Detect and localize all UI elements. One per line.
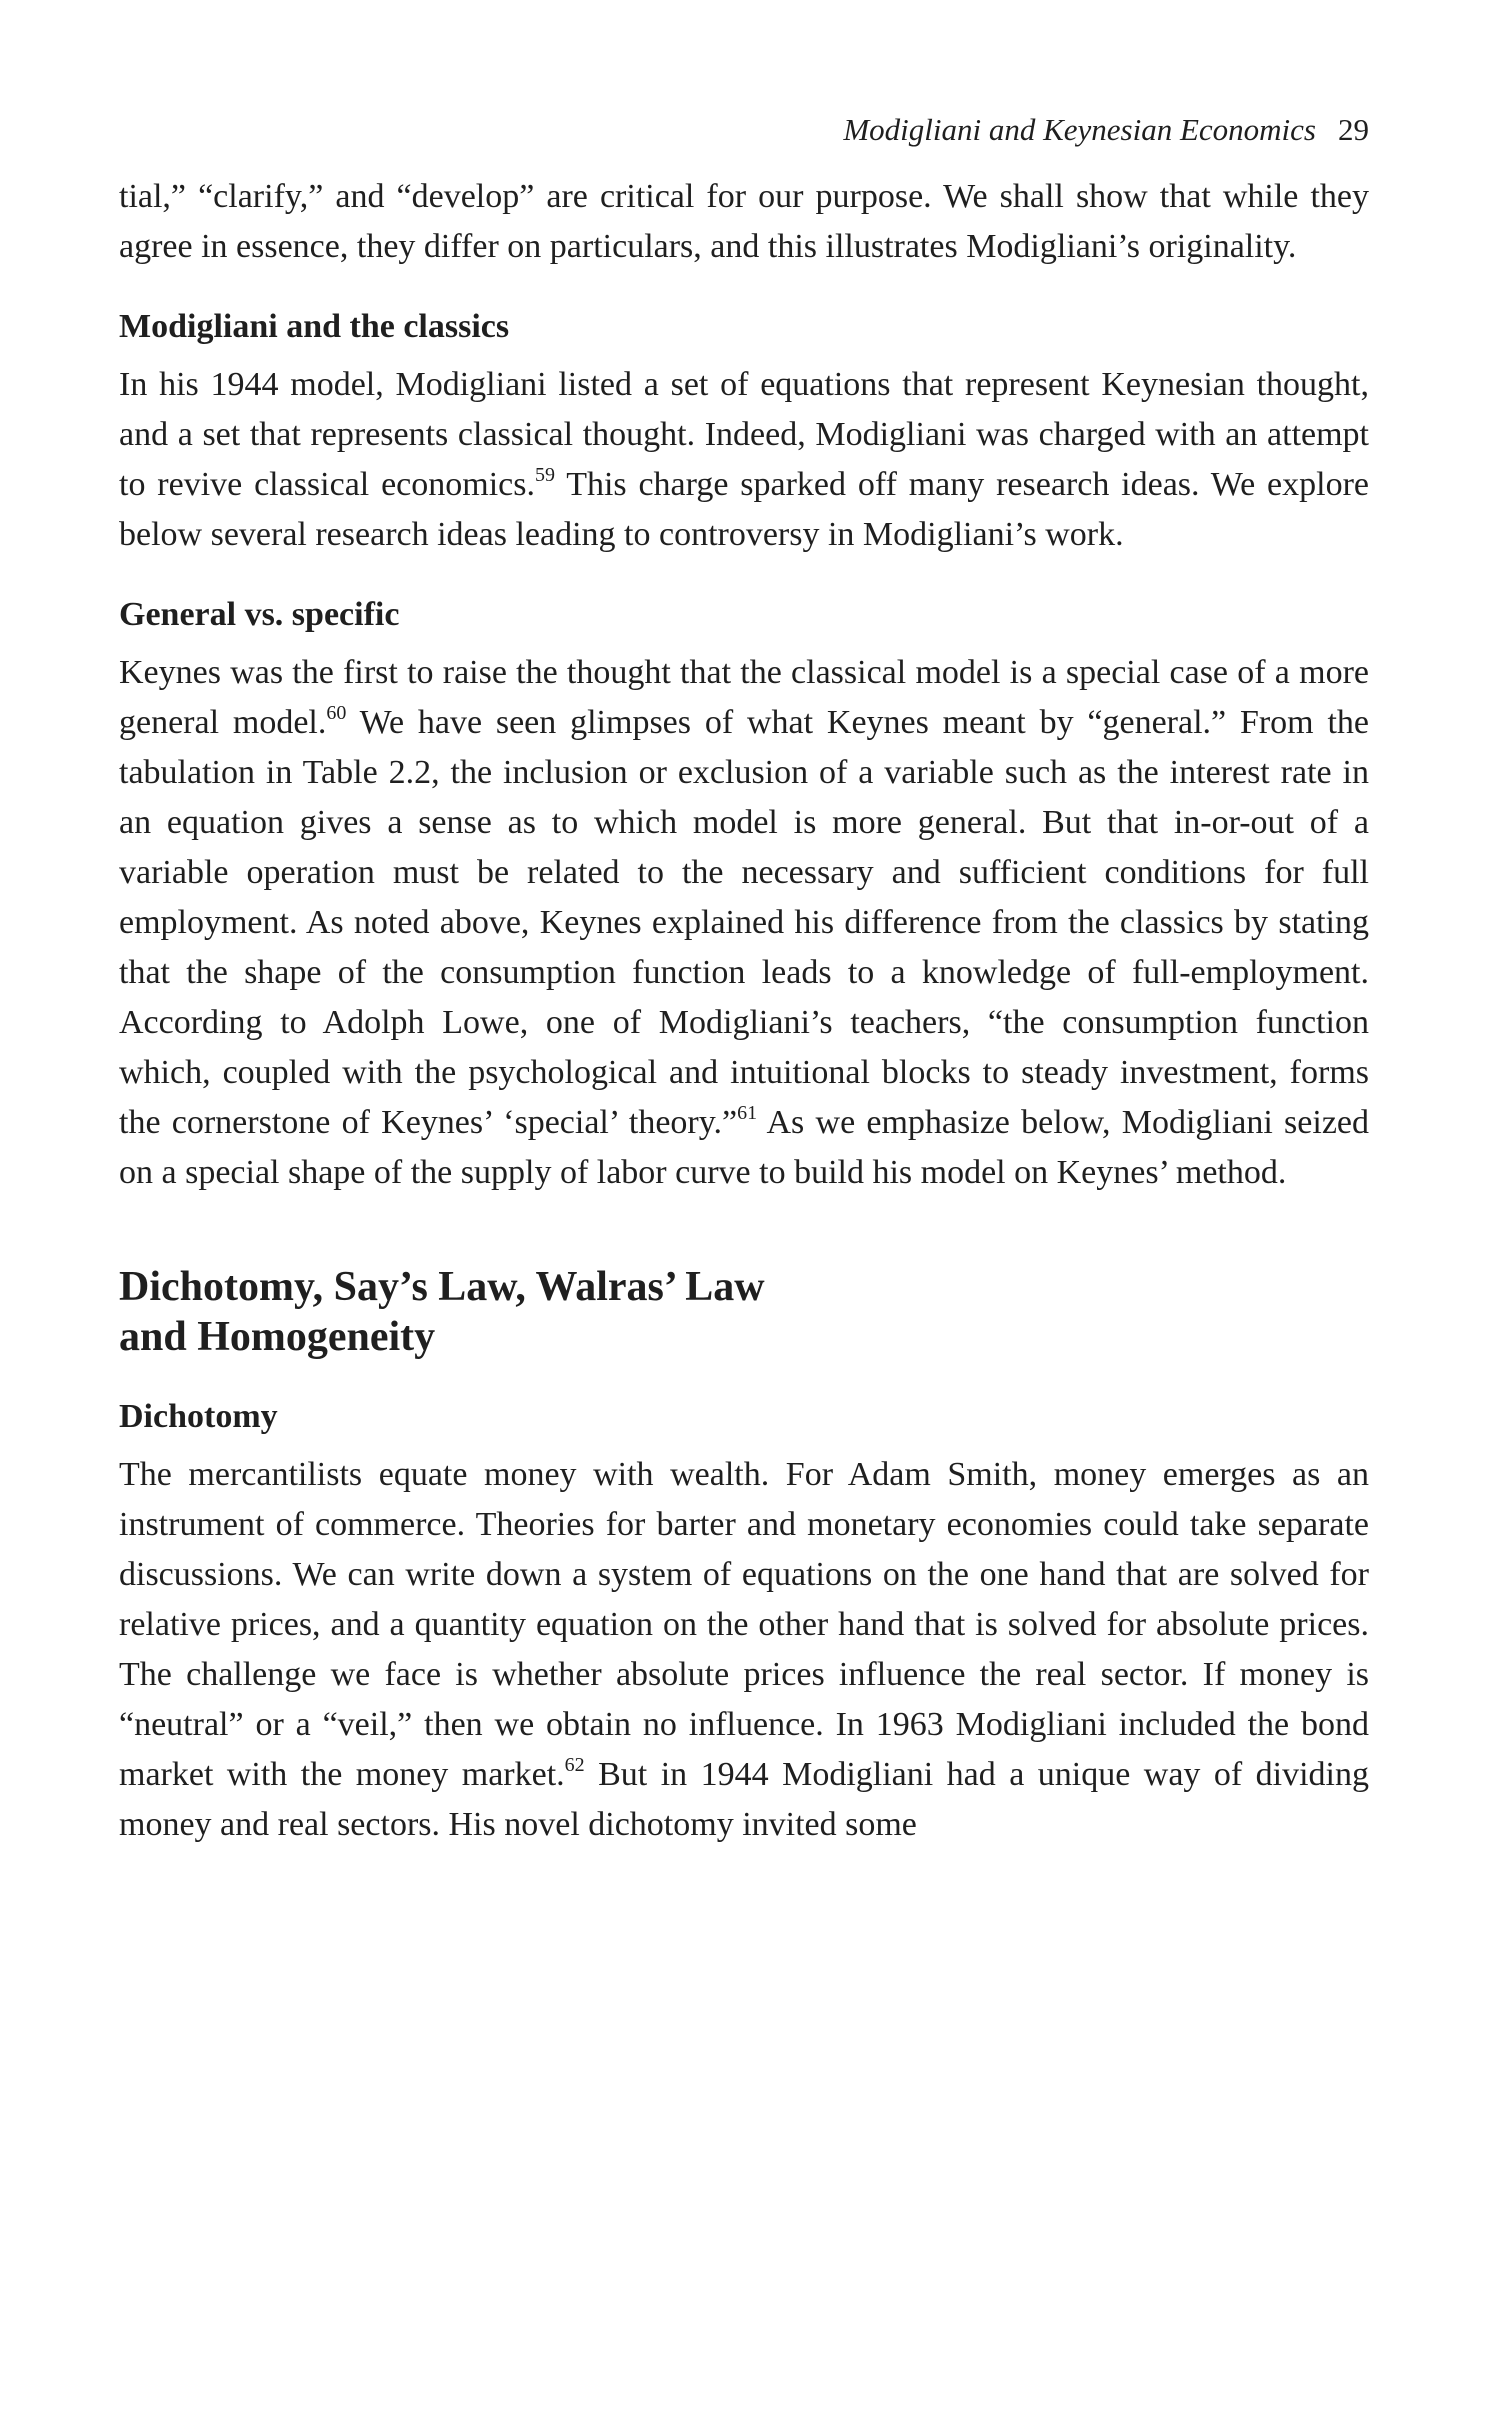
page-number: 29	[1338, 112, 1369, 147]
paragraph-text: As we emphasize below, Modigliani seized on a special shape of the supply of labor curve to build his model on Keynes’ method.	[119, 1104, 1370, 1191]
section-heading	[119, 1262, 1369, 1362]
footnote-ref-60: 60	[326, 702, 347, 724]
paragraph-classics	[119, 360, 1369, 560]
subheading-dichotomy: Dichotomy	[119, 1398, 278, 1435]
book-page	[119, 110, 1369, 1850]
paragraph-text: This charge sparked off many research ideas. We explore below several research ideas leading to controversy in Modigliani’s work.	[119, 466, 1369, 553]
paragraph-text: Keynes was the first to raise the thought that the classical model is a special case of a more general model.	[119, 654, 1369, 741]
paragraph-text: But in 1944 Modigliani had a unique way of dividing money and real sectors. His novel dichotomy invited some	[119, 1756, 1369, 1843]
footnote-ref-59: 59	[534, 464, 555, 486]
paragraph-dichotomy	[119, 1450, 1369, 1850]
paragraph-intro: tial,” “clarify,” and “develop” are critical for our purpose. We shall show that while they agree in essence, they differ on particulars, and this illustrates Modigliani’s originality.	[119, 178, 1369, 265]
footnote-ref-62: 62	[564, 1754, 585, 1776]
running-head	[119, 110, 1369, 150]
paragraph-general	[119, 648, 1369, 1198]
paragraph-text: In his 1944 model, Modigliani listed a set of equations that represent Keynesian thought, and a set that represents classical thought. Indeed, Modigliani was charged with an attempt to revive classical economics.	[119, 366, 1369, 503]
subheading-general-specific: General vs. specific	[119, 596, 400, 633]
paragraph-text: We have seen glimpses of what Keynes meant by “general.” From the tabulation in Table 2.2, the inclusion or exclusion of a variable such as the interest rate in an equation gives a sense as to which model is more general. But that in-or-out of a variable operation must be related to the necessary and sufficient conditions for full employment. As noted above, Keynes explained his difference from the classics by stating that the shape of the consumption function leads to a knowledge of full-employment. According to Adolph Lowe, one of Modigliani’s teachers, “the consumption function which, coupled with the psychological and intuitional blocks to steady investment, forms the cornerstone of Keynes’ ‘special’ theory.”	[119, 704, 1369, 1141]
paragraph-text: The mercantilists equate money with wealth. For Adam Smith, money emerges as an instrument of commerce. Theories for barter and monetary economies could take separate discussions. We can write down a system of equations on the one hand that are solved for relative prices, and a quantity equation on the other hand that is solved for absolute prices. The challenge we face is whether absolute prices influence the real sector. If money is “neutral” or a “veil,” then we obtain no influence. In 1963 Modigliani included the bond market with the money market.	[119, 1456, 1369, 1793]
running-head-title: Modigliani and Keynesian Economics	[843, 112, 1316, 147]
footnote-ref-61: 61	[737, 1102, 758, 1124]
subheading-modigliani-classics: Modigliani and the classics	[119, 308, 510, 345]
section-heading-line-2: and Homogeneity	[119, 1314, 436, 1360]
section-heading-line-1: Dichotomy, Say’s Law, Walras’ Law	[119, 1264, 765, 1310]
